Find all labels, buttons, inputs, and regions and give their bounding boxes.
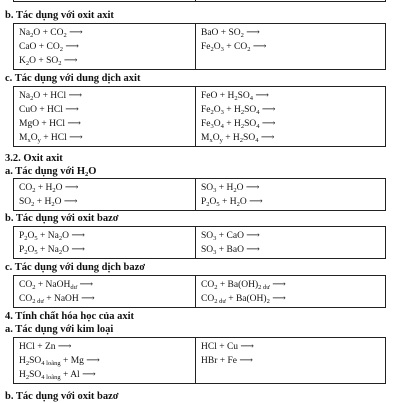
equation: BaO + $SO_2$ ⟶: [201, 28, 260, 39]
equation-table: [13, 275, 386, 308]
equation: $Fe_3O_4 + H_2SO_4$ ⟶: [201, 119, 276, 130]
equation: $SO_3$ + CaO ⟶: [201, 231, 260, 242]
equation: MgO + HCl ⟶: [19, 119, 81, 129]
section-heading: b. Tác dụng với oxit axit: [5, 10, 114, 21]
section-heading: a. Tác dụng với kim loại: [5, 324, 114, 335]
equation: $Fe_2O_3 + CO_2$ ⟶: [201, 42, 267, 53]
equation: $CO_{2 dư}$ + NaOH ⟶: [19, 294, 95, 305]
equation: $K_2O + SO_2$ ⟶: [19, 56, 78, 67]
equation: $SO_2 + H_2O$ ⟶: [19, 197, 78, 208]
equation-table: [13, 226, 386, 259]
equation: HCl + Cu ⟶: [201, 342, 255, 352]
equation: $P_2O_5 + H_2O$ ⟶: [201, 197, 263, 208]
equation: $P_2O_5 + Na_2O$ ⟶: [19, 245, 85, 256]
equation: $CO_2 + Ba(OH)_{2 dư}$ ⟶: [201, 280, 286, 291]
equation: $Na_2O$ + HCl ⟶: [19, 91, 83, 102]
section-heading: 3.2. Oxit axit: [5, 153, 63, 164]
equation: $CO_{2 dư} + Ba(OH)_2$ ⟶: [201, 294, 286, 305]
equation: HBr + Fe ⟶: [201, 356, 253, 366]
equation: FeO + $H_2SO_4$ ⟶: [201, 91, 269, 102]
equation-table: [13, 86, 386, 147]
equation: $SO_3 + H_2O$ ⟶: [201, 183, 260, 194]
equation: $M_xO_y$ + HCl ⟶: [19, 133, 83, 144]
equation: CuO + HCl ⟶: [19, 105, 79, 115]
equation-table: [13, 337, 386, 384]
equation: $Fe_2O_3 + H_2SO_4$ ⟶: [201, 105, 276, 116]
equation: CaO + $CO_2$ ⟶: [19, 42, 79, 53]
equation: $Na_2O + CO_2$ ⟶: [19, 28, 83, 39]
section-heading: a. Tác dụng với $H_2O$: [5, 166, 97, 178]
top-partial-table: [13, 0, 386, 4]
equation: $H_2SO_{4 loãng} + Al$ ⟶: [19, 370, 96, 381]
equation-table: [13, 23, 386, 70]
equation-table: [13, 178, 386, 211]
equation: $CO_2 + H_2O$ ⟶: [19, 183, 79, 194]
equation: $CO_2$ + NaOH$_{dư}$ ⟶: [19, 280, 94, 291]
section-heading: b. Tác dụng với oxit bazơ: [5, 213, 119, 224]
equation: $SO_3$ + BaO ⟶: [201, 245, 260, 256]
section-heading: b. Tác dụng với oxit bazơ: [5, 391, 119, 402]
equation: HCl + Zn ⟶: [19, 342, 72, 352]
equation: $P_2O_5 + Na_2O$ ⟶: [19, 231, 85, 242]
section-heading: c. Tác dụng với dung dịch axit: [5, 73, 141, 84]
equation: $M_xO_y + H_2SO_4$ ⟶: [201, 133, 275, 144]
equation: $H_2SO_{4 loãng} + Mg$ ⟶: [19, 356, 100, 367]
section-heading: 4. Tính chất hóa học của axit: [5, 311, 135, 322]
section-heading: c. Tác dụng với dung dịch bazơ: [5, 262, 146, 273]
